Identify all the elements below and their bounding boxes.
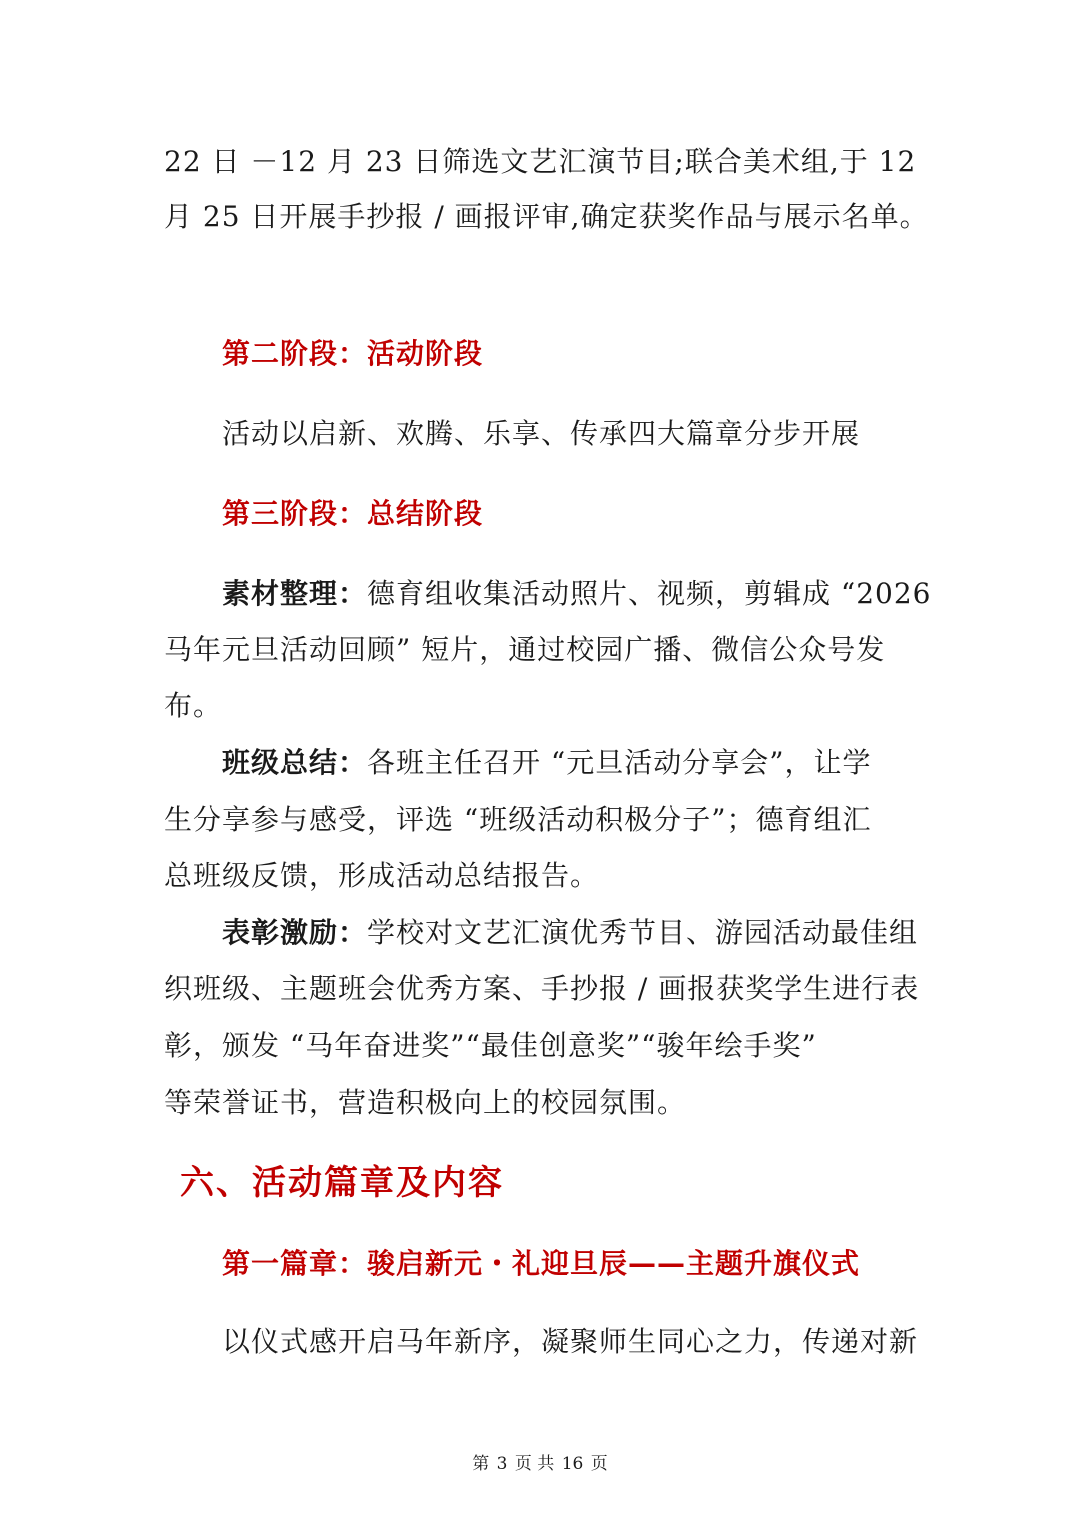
awards-line: 彰，颁发 “马年奋进奖”“最佳创意奖”“骏年绘手奖” xyxy=(164,1029,817,1062)
awards-lead: 表彰激励： xyxy=(222,916,368,949)
section-6-heading: 六、活动篇章及内容 xyxy=(180,1163,504,1203)
materials-line: 马年元旦活动回顾” 短片，通过校园广播、微信公众号发 xyxy=(164,633,886,666)
paragraph-line: 22 日 －12 月 23 日筛选文艺汇演节目;联合美术组,于 12 xyxy=(164,145,917,178)
awards-line: 织班级、主题班会优秀方案、手抄报 / 画报获奖学生进行表 xyxy=(164,972,920,1005)
page-footer xyxy=(0,1452,1080,1476)
stage-3-heading: 第三阶段：总结阶段 xyxy=(222,497,484,530)
materials-lead: 素材整理： xyxy=(222,577,368,610)
class-summary-text: 各班主任召开 “元旦活动分享会”，让学 xyxy=(367,746,872,779)
class-summary-line: 生分享参与感受，评选 “班级活动积极分子”；德育组汇 xyxy=(164,803,872,836)
footer-mid: 页 共 xyxy=(514,1454,555,1474)
class-summary-lead: 班级总结： xyxy=(222,746,368,779)
chapter-1-heading: 第一篇章：骏启新元・礼迎旦辰——主题升旗仪式 xyxy=(222,1247,861,1280)
chapter-1-text: 以仪式感开启马年新序，凝聚师生同心之力，传递对新 xyxy=(222,1325,919,1358)
total-page-count: 16 xyxy=(561,1454,584,1474)
awards-text: 学校对文艺汇演优秀节目、游园活动最佳组 xyxy=(367,916,919,949)
footer-suffix: 页 xyxy=(590,1454,608,1474)
class-summary-line xyxy=(222,743,922,783)
materials-line xyxy=(222,574,932,614)
stage-2-text: 活动以启新、欢腾、乐享、传承四大篇章分步开展 xyxy=(222,417,861,450)
awards-line xyxy=(222,913,922,953)
footer-prefix: 第 xyxy=(472,1454,490,1474)
materials-line: 布。 xyxy=(164,689,223,722)
class-summary-line: 总班级反馈，形成活动总结报告。 xyxy=(164,859,600,892)
materials-text: 德育组收集活动照片、视频，剪辑成 “2026 xyxy=(367,577,932,610)
stage-2-heading: 第二阶段：活动阶段 xyxy=(222,337,484,370)
awards-line: 等荣誉证书，营造积极向上的校园氛围。 xyxy=(164,1086,687,1119)
paragraph-line: 月 25 日开展手抄报 / 画报评审,确定获奖作品与展示名单。 xyxy=(164,200,929,233)
current-page-number: 3 xyxy=(496,1454,508,1474)
